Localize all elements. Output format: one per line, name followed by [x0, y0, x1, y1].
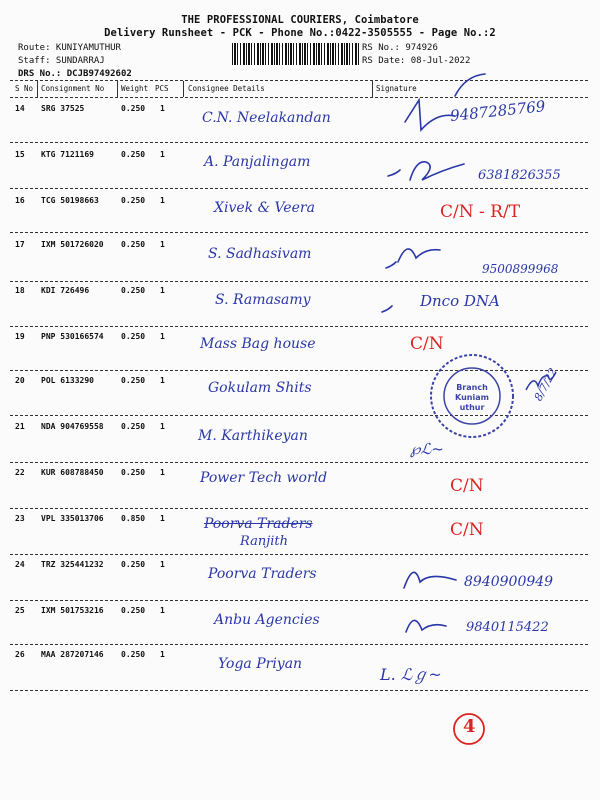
col-header-consignee: Consignee Details — [188, 84, 265, 93]
consignee-name: S. Ramasamy — [215, 292, 311, 308]
row-sno: 16 — [15, 196, 25, 205]
signature-stroke — [405, 100, 455, 130]
row-weight: 0.250 — [121, 286, 146, 295]
row-pcs: 1 — [160, 104, 165, 113]
consignee-name: Ranjith — [240, 534, 288, 549]
staff-label: Staff: SUNDARRAJ — [18, 56, 105, 66]
row-weight: 0.250 — [121, 468, 146, 477]
row-weight: 0.250 — [121, 606, 146, 615]
delivery-status: C/N — [450, 520, 484, 540]
sheet-title: THE PROFESSIONAL COURIERS, Coimbatore — [181, 14, 419, 26]
row-sno: 25 — [15, 606, 25, 615]
consignee-name: M. Karthikeyan — [198, 428, 308, 444]
consignee-name: Poorva Traders — [208, 566, 317, 582]
row-consignment: KUR 608788450 — [41, 468, 104, 477]
row-pcs: 1 — [160, 606, 165, 615]
row-pcs: 1 — [160, 514, 165, 523]
stamp-line-3: uthur — [459, 403, 485, 412]
signature-scribble: ℘ℒ~ — [410, 440, 444, 458]
signature-phone: 6381826355 — [478, 168, 561, 183]
signature-stroke — [406, 620, 446, 632]
row-weight: 0.250 — [121, 560, 146, 569]
delivery-status: C/N — [410, 334, 444, 354]
signature-stroke — [455, 74, 485, 96]
branch-stamp — [428, 352, 516, 440]
consignee-name: S. Sadhasivam — [208, 246, 312, 262]
row-sno: 17 — [15, 240, 25, 249]
signature-scribble: Dnco DNA — [420, 292, 500, 310]
row-sno: 26 — [15, 650, 25, 659]
signature-scribble: L. ℒℊ~ — [380, 665, 442, 684]
rs-date: RS Date: 08-Jul-2022 — [362, 56, 471, 66]
row-sno: 24 — [15, 560, 25, 569]
row-consignment: TCG 50198663 — [41, 196, 99, 205]
delivery-status: C/N - R/T — [440, 202, 521, 222]
col-header-consignment: Consignment No — [41, 84, 105, 93]
consignee-name: Xivek & Veera — [214, 200, 315, 216]
row-weight: 0.250 — [121, 332, 146, 341]
row-sno: 18 — [15, 286, 25, 295]
row-pcs: 1 — [160, 240, 165, 249]
row-pcs: 1 — [160, 286, 165, 295]
consignee-name: Mass Bag house — [200, 336, 316, 352]
row-sno: 14 — [15, 104, 25, 113]
col-header-signature: Signature — [376, 84, 417, 93]
signature-phone: 8940900949 — [464, 574, 554, 590]
col-header-pcs: PCS — [155, 84, 169, 93]
row-pcs: 1 — [160, 150, 165, 159]
delivery-status: C/N — [450, 476, 484, 496]
row-consignment: KDI 726496 — [41, 286, 90, 295]
row-sno: 20 — [15, 376, 25, 385]
row-weight: 0.250 — [121, 650, 146, 659]
signature-phone: 9840115422 — [466, 620, 549, 635]
row-weight: 0.250 — [121, 104, 146, 113]
consignee-name: Yoga Priyan — [218, 656, 303, 672]
row-consignment: NDA 904769558 — [41, 422, 104, 431]
stamp-line-1: Branch — [456, 383, 488, 392]
row-consignment: TRZ 325441232 — [41, 560, 104, 569]
rs-number: RS No.: 974926 — [362, 43, 438, 53]
row-consignment: PNP 530166574 — [41, 332, 104, 341]
row-weight: 0.250 — [121, 240, 146, 249]
row-pcs: 1 — [160, 560, 165, 569]
signature-stroke — [388, 162, 464, 180]
row-pcs: 1 — [160, 196, 165, 205]
row-pcs: 1 — [160, 422, 165, 431]
signature-phone: 9500899968 — [482, 262, 559, 276]
page-mark: 4 — [463, 716, 476, 737]
row-consignment: KTG 7121169 — [41, 150, 94, 159]
signature-stroke — [382, 306, 392, 312]
row-pcs: 1 — [160, 332, 165, 341]
drs-label: DRS No.: DCJB97492602 — [18, 69, 132, 79]
row-consignment: MAA 287207146 — [41, 650, 104, 659]
row-pcs: 1 — [160, 376, 165, 385]
sheet-subtitle: Delivery Runsheet - PCK - Phone No.:0422-3505555 - Page No.:2 — [104, 27, 496, 39]
stamp-date: 8/7/22 — [531, 365, 560, 404]
consignee-name: A. Panjalingam — [204, 154, 311, 170]
consignee-name: Gokulam Shits — [208, 380, 312, 396]
row-weight: 0.850 — [121, 514, 146, 523]
row-sno: 23 — [15, 514, 25, 523]
row-sno: 21 — [15, 422, 25, 431]
stamp-line-2: Kuniam — [455, 393, 489, 402]
row-weight: 0.250 — [121, 422, 146, 431]
row-consignment: IXM 501726020 — [41, 240, 104, 249]
row-weight: 0.250 — [121, 196, 146, 205]
row-consignment: IXM 501753216 — [41, 606, 104, 615]
row-pcs: 1 — [160, 468, 165, 477]
col-header-sno: S No — [15, 84, 34, 93]
consignee-name: C.N. Neelakandan — [202, 110, 331, 126]
row-consignment: SRG 37525 — [41, 104, 85, 113]
consignee-name: Power Tech world — [200, 470, 328, 486]
col-header-weight: Weight — [121, 84, 149, 93]
row-pcs: 1 — [160, 650, 165, 659]
signature-phone: 9487285769 — [449, 97, 547, 125]
signature-stroke — [386, 249, 440, 268]
row-consignment: VPL 335013706 — [41, 514, 104, 523]
consignee-struck: Poorva Traders — [204, 516, 313, 532]
row-weight: 0.250 — [121, 150, 146, 159]
row-sno: 19 — [15, 332, 25, 341]
row-consignment: POL 6133290 — [41, 376, 94, 385]
row-sno: 22 — [15, 468, 25, 477]
signature-stroke — [404, 572, 456, 588]
row-weight: 0.250 — [121, 376, 146, 385]
row-sno: 15 — [15, 150, 25, 159]
consignee-name: Anbu Agencies — [214, 612, 320, 628]
route-label: Route: KUNIYAMUTHUR — [18, 43, 121, 53]
